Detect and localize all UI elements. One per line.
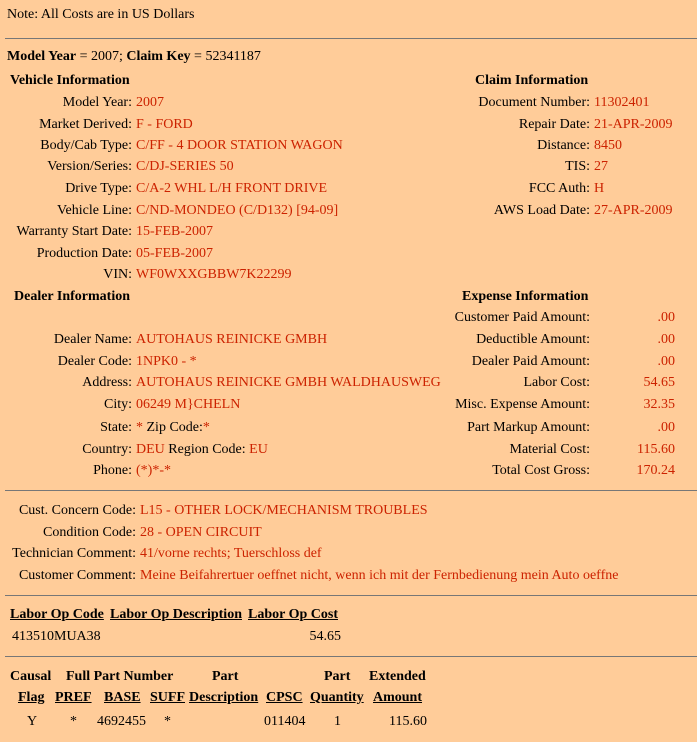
vehicle-field-value: 15-FEB-2007	[136, 224, 213, 239]
vehicle-field-label: Model Year:	[62, 95, 132, 110]
divider	[5, 490, 697, 491]
vehicle-field-label: Market Derived:	[39, 117, 132, 132]
dealer-phone-label: Phone:	[93, 463, 132, 478]
dealer-name-value: AUTOHAUS REINICKE GMBH	[136, 332, 328, 347]
claim-field-label: AWS Load Date:	[493, 203, 590, 218]
claim-field-label: FCC Auth:	[528, 181, 590, 196]
divider	[5, 656, 697, 657]
model-year-label: Model Year	[7, 49, 77, 64]
expense-field-value: 170.24	[636, 463, 675, 478]
dealer-country-value: DEU	[136, 442, 165, 457]
labor-op-cost-header: Labor Op Cost	[248, 607, 338, 622]
dealer-info-title: Dealer Information	[14, 289, 130, 304]
cost-note: Note: All Costs are in US Dollars	[7, 7, 195, 22]
concern-field-label: Condition Code:	[43, 525, 136, 540]
vehicle-field-label: Version/Series:	[47, 159, 132, 174]
claim-header: Model Year = 2007; Claim Key = 52341187	[7, 49, 261, 64]
expense-field-label: Customer Paid Amount:	[454, 310, 590, 325]
pref-header: PREF	[55, 690, 92, 705]
concern-field-value: L15 - OTHER LOCK/MECHANISM TROUBLES	[140, 503, 428, 518]
concern-field-label: Customer Comment:	[18, 568, 136, 583]
labor-op-cost-cell: 54.65	[309, 629, 341, 644]
vehicle-field-value: 2007	[136, 95, 164, 110]
vehicle-field-label: Body/Cab Type:	[40, 138, 132, 153]
dealer-name-label: Dealer Name:	[53, 332, 132, 347]
vehicle-info-title: Vehicle Information	[10, 73, 130, 88]
vehicle-field-label: Warranty Start Date:	[16, 224, 132, 239]
expense-field-label: Misc. Expense Amount:	[455, 397, 590, 412]
expense-field-value: 54.65	[643, 375, 675, 390]
expense-field-value: 115.60	[637, 442, 675, 457]
dealer-city-value: 06249 M}CHELN	[136, 397, 241, 412]
claim-field-value: 21-APR-2009	[594, 117, 673, 132]
extended-header: Extended	[369, 669, 426, 684]
part-header: Part	[212, 669, 239, 684]
base-header: BASE	[104, 690, 141, 705]
vehicle-field-value: C/ND-MONDEO (C/D132) [94-09]	[136, 203, 339, 218]
claim-key-label: Claim Key	[126, 49, 191, 64]
labor-op-code-header: Labor Op Code	[10, 607, 104, 622]
full-part-number-header: Full Part Number	[66, 669, 174, 684]
dealer-state-zip	[136, 419, 210, 436]
dealer-code-value: 1NPK0 - *	[136, 354, 197, 369]
labor-op-description-header: Labor Op Description	[110, 607, 242, 622]
labor-op-code-cell: 413510MUA38	[12, 629, 101, 644]
quantity-header: Quantity	[310, 690, 364, 705]
pref-cell: *	[70, 714, 77, 729]
expense-field-label: Material Cost:	[509, 442, 590, 457]
model-year-value: 2007	[90, 49, 119, 64]
expense-field-value: 32.35	[643, 397, 675, 412]
amount-header: Amount	[373, 690, 423, 705]
flag-cell: Y	[27, 714, 38, 729]
dealer-state-value: *	[136, 420, 143, 435]
expense-field-value: .00	[657, 310, 675, 325]
dealer-region-label: Region Code:	[168, 442, 246, 457]
claim-field-label: TIS:	[565, 159, 590, 174]
dealer-address-label: Address:	[82, 375, 132, 390]
suff-cell: *	[164, 714, 171, 729]
cpsc-header: CPSC	[266, 690, 303, 705]
vehicle-field-value: 05-FEB-2007	[136, 246, 213, 261]
claim-field-label: Repair Date:	[518, 117, 590, 132]
vehicle-field-label: Vehicle Line:	[56, 203, 132, 218]
quantity-cell: 1	[334, 714, 341, 729]
claim-field-value: 27-APR-2009	[594, 203, 673, 218]
dealer-country-region	[136, 441, 268, 458]
dealer-code-label: Dealer Code:	[57, 354, 132, 369]
divider	[5, 595, 697, 596]
expense-field-label: Dealer Paid Amount:	[471, 354, 590, 369]
vehicle-field-value: F - FORD	[136, 117, 193, 132]
expense-field-value: .00	[657, 420, 675, 435]
claim-info-title: Claim Information	[475, 73, 589, 88]
dealer-region-value: EU	[249, 442, 268, 457]
cpsc-cell: 011404	[264, 714, 306, 729]
vehicle-field-value: C/DJ-SERIES 50	[136, 159, 234, 174]
vehicle-field-value: C/FF - 4 DOOR STATION WAGON	[136, 138, 343, 153]
dealer-zip-value: *	[202, 420, 210, 435]
claim-key-value: 52341187	[205, 49, 261, 64]
description-header: Description	[189, 690, 259, 705]
concern-field-value: 41/vorne rechts; Tuerschloss def	[140, 546, 322, 561]
expense-field-value: .00	[657, 332, 675, 347]
divider	[5, 38, 697, 39]
expense-info-title: Expense Information	[462, 289, 589, 304]
vehicle-field-label: Production Date:	[36, 246, 132, 261]
vehicle-field-value: C/A-2 WHL L/H FRONT DRIVE	[136, 181, 328, 196]
dealer-city-label: City:	[103, 397, 132, 412]
part-quantity-header-top: Part	[324, 669, 351, 684]
concern-field-value: Meine Beifahrertuer oeffnet nicht, wenn ich mit der Fernbedienung mein Auto oeffne	[140, 568, 619, 583]
vehicle-field-label: Drive Type:	[65, 181, 132, 196]
dealer-address-value: AUTOHAUS REINICKE GMBH WALDHAUSWEG	[136, 375, 441, 390]
dealer-state-label: State:	[100, 420, 132, 435]
amount-cell: 115.60	[389, 714, 427, 729]
suff-header: SUFF	[150, 690, 185, 705]
expense-field-label: Part Markup Amount:	[467, 420, 590, 435]
claim-field-label: Distance:	[537, 138, 590, 153]
claim-field-value: 11302401	[594, 95, 650, 110]
claim-field-value: 27	[594, 159, 608, 174]
expense-field-label: Total Cost Gross:	[492, 463, 590, 478]
dealer-phone-value: (*)*-*	[136, 463, 171, 478]
concern-field-label: Cust. Concern Code:	[18, 503, 136, 518]
expense-field-label: Labor Cost:	[523, 375, 590, 390]
claim-field-value: H	[594, 181, 605, 196]
expense-field-value: .00	[657, 354, 675, 369]
dealer-country-label: Country:	[82, 442, 132, 457]
expense-field-label: Deductible Amount:	[476, 332, 590, 347]
vehicle-field-label: VIN:	[103, 267, 132, 282]
causal-header: Causal	[10, 669, 52, 684]
flag-header: Flag	[18, 690, 45, 705]
base-cell: 4692455	[97, 714, 146, 729]
vehicle-field-value: WF0WXXGBBW7K22299	[136, 267, 292, 282]
claim-field-label: Document Number:	[478, 95, 590, 110]
dealer-zip-label: Zip Code:	[146, 420, 203, 435]
concern-field-label: Technician Comment:	[12, 546, 136, 561]
concern-field-value: 28 - OPEN CIRCUIT	[140, 525, 262, 540]
claim-field-value: 8450	[594, 138, 622, 153]
